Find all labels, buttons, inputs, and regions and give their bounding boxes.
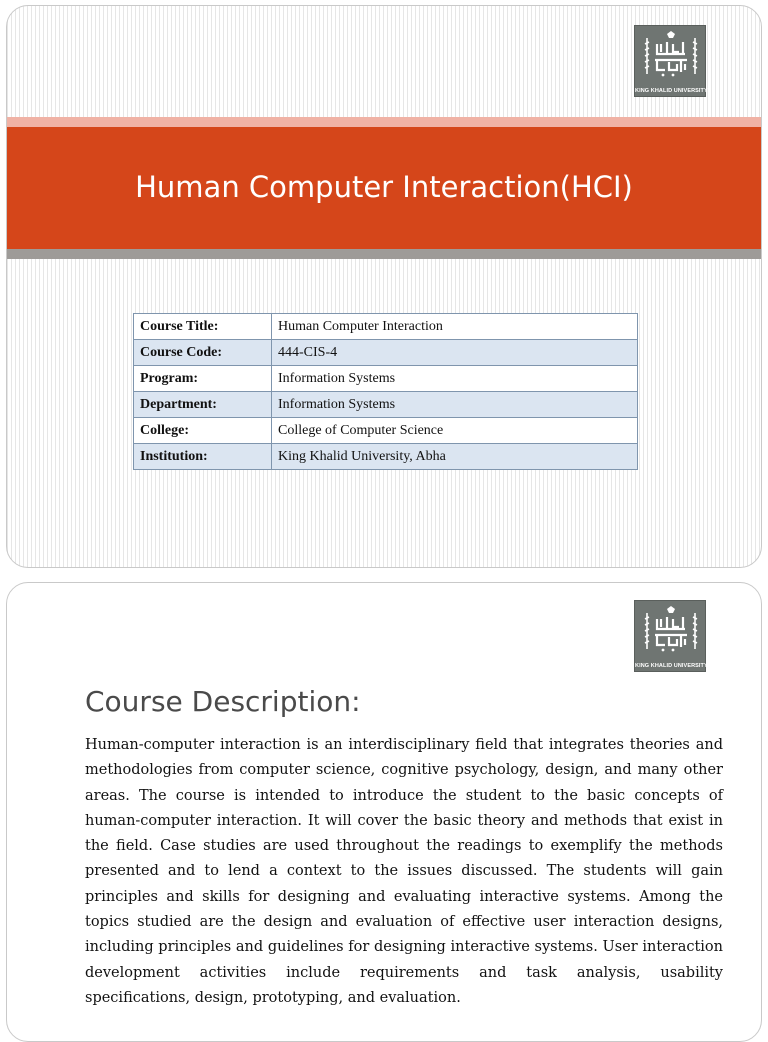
table-label: College: <box>134 418 272 444</box>
section-heading: Course Description: <box>85 685 361 718</box>
table-row <box>134 444 638 470</box>
slide-title-text: Human Computer Interaction(HCI) <box>135 170 633 204</box>
table-value: King Khalid University, Abha <box>272 444 638 470</box>
table-value: Information Systems <box>272 366 638 392</box>
table-value: Information Systems <box>272 392 638 418</box>
table-row <box>134 314 638 340</box>
university-emblem-icon <box>643 30 699 82</box>
table-row <box>134 418 638 444</box>
table-label: Course Title: <box>134 314 272 340</box>
university-logo <box>634 600 706 672</box>
title-band-bottom-stripe <box>7 249 761 259</box>
logo-caption: KING KHALID UNIVERSITY <box>635 88 708 94</box>
slide-course-description <box>6 582 762 1042</box>
table-label: Department: <box>134 392 272 418</box>
table-value: 444-CIS-4 <box>272 340 638 366</box>
course-info-table <box>133 313 638 470</box>
table-value: College of Computer Science <box>272 418 638 444</box>
table-row <box>134 366 638 392</box>
course-description-text: Human-computer interaction is an interdisciplinary field that integrates theories and methodologies from computer science, cognitive psychology, design, and many other areas. The course is intended to introduce the student to the basic concepts of human-computer interaction. It will cover the basic theory and methods that exist in the field. Case studies are used throughout the readings to exemplify the methods presented and to lend a context to the issues discussed. The students will gain principles and skills for designing and evaluating interactive systems. Among the topics studied are the design and evaluation of effective user interaction designs, including principles and guidelines for designing interactive systems. User interaction development activities include requirements and task analysis, usability specifications, design, prototyping, and evaluation. <box>85 737 723 1006</box>
university-emblem-icon <box>643 605 699 657</box>
university-logo <box>634 25 706 97</box>
title-band-top-stripe <box>7 117 761 127</box>
table-label: Institution: <box>134 444 272 470</box>
slide-title <box>6 5 762 568</box>
table-label: Course Code: <box>134 340 272 366</box>
logo-caption: KING KHALID UNIVERSITY <box>635 663 708 669</box>
table-row <box>134 392 638 418</box>
table-label: Program: <box>134 366 272 392</box>
table-row <box>134 340 638 366</box>
table-value: Human Computer Interaction <box>272 314 638 340</box>
